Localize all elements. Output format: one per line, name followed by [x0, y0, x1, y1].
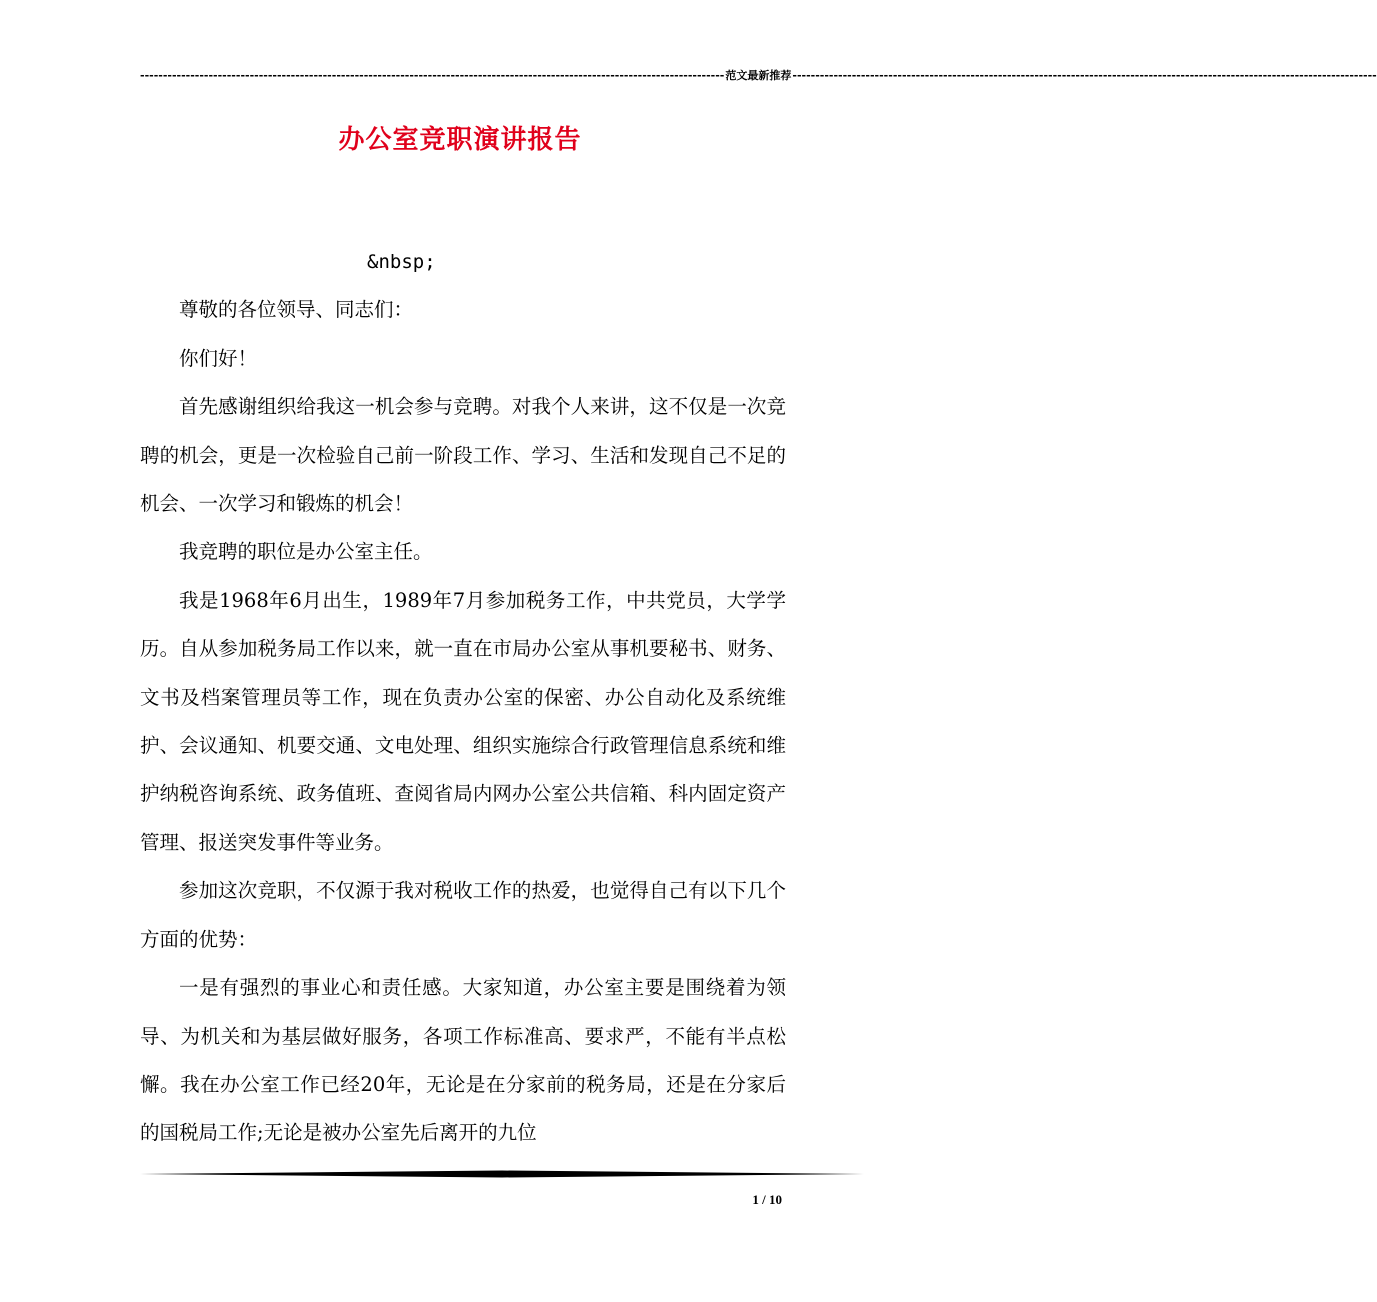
header-label: 范文最新推荐: [725, 69, 792, 82]
page-header: [140, 68, 1377, 84]
body-paragraph: 我竞聘的职位是办公室主任。: [179, 540, 433, 564]
body-paragraph: 我是1968年6月出生，1989年7月参加税务工作，中共党员，大学学历。自从参加税务局工作以来，就一直在市局办公室从事机要秘书、财务、文书及档案管理员等工作，现在负责办公室的保密、办公自动化及系统维护、会议通知、机要交通、文电处理、组织实施综合行政管理信息系统和维护纳税咨询系统、政务值班、查阅省局内网办公室公共信箱、科内固定资产管理、报送突发事件等业务。: [140, 588, 786, 854]
document-body: [140, 238, 786, 1158]
body-paragraph: 参加这次竞职，不仅源于我对税收工作的热爱，也觉得自己有以下几个方面的优势：: [140, 879, 786, 951]
body-paragraph-nbsp: &nbsp;: [367, 251, 436, 273]
document-title: 办公室竞职演讲报告: [338, 125, 582, 155]
body-paragraph: 一是有强烈的事业心和责任感。大家知道，办公室主要是围绕着为领导、为机关和为基层做好服务，各项工作标准高、要求严，不能有半点松懈。我在办公室工作已经20年，无论是在分家前的税务局，还是在分家后的国税局工作;无论是被办公室先后离开的九位: [140, 976, 786, 1145]
body-paragraph: 首先感谢组织给我这一机会参与竞聘。对我个人来讲，这不仅是一次竞聘的机会，更是一次检验自己前一阶段工作、学习、生活和发现自己不足的机会、一次学习和锻炼的机会！: [140, 395, 786, 516]
header-dashes-left: --------------------------------------------------------------------------------------------------------------------------------: [140, 69, 725, 82]
body-paragraph-greeting: 你们好！: [179, 346, 258, 370]
body-paragraph-salutation: 尊敬的各位领导、同志们：: [179, 298, 414, 322]
footer-rule: [140, 1170, 864, 1178]
page-number: 1 / 10: [752, 1192, 782, 1207]
header-dashes-right: --------------------------------------------------------------------------------------------------------------------------------: [792, 69, 1377, 82]
